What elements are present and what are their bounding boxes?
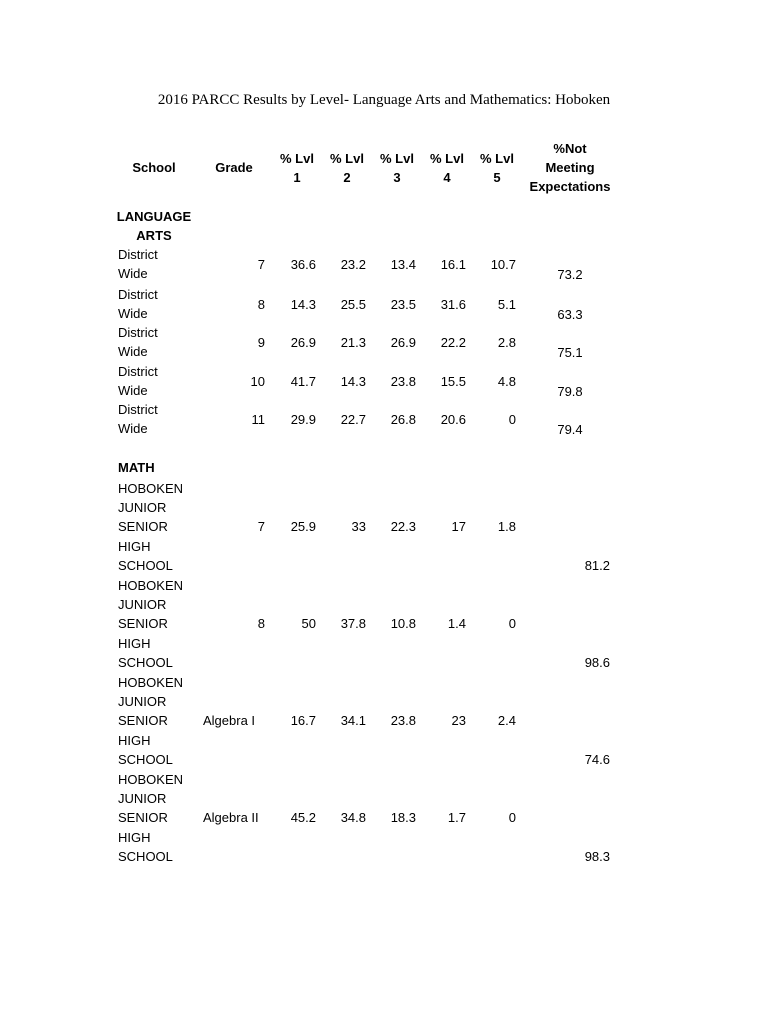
lvl5-cell: 0 [508, 616, 516, 631]
page-title: 2016 PARCC Results by Level- Language Arts and Mathematics: Hoboken [157, 92, 611, 108]
lvl2-cell: 37.8 [340, 616, 366, 631]
lvl1-cell: 36.6 [290, 257, 316, 272]
lvl1-cell: 14.3 [290, 297, 316, 312]
school-name-line: District [118, 247, 158, 262]
lvl2-cell: 23.2 [340, 257, 366, 272]
header-lvl2-line1: % Lvl [330, 151, 364, 166]
lvl1-cell: 25.9 [290, 519, 316, 534]
school-name-line: HIGH [118, 538, 151, 554]
school-name-line: SCHOOL [118, 751, 173, 767]
lvl5-cell: 4.8 [497, 374, 516, 389]
not-meeting-cell: 63.3 [557, 307, 583, 322]
header-not-meeting-line1: %Not [553, 141, 587, 156]
school-name-line: Wide [118, 344, 148, 359]
not-meeting-cell: 98.6 [584, 655, 610, 670]
school-name-line: SENIOR [118, 616, 168, 632]
header-lvl1-line2: 1 [293, 170, 301, 185]
header-lvl4-line1: % Lvl [430, 151, 464, 166]
lvl5-cell: 10.7 [490, 257, 516, 272]
lvl4-cell: 31.6 [440, 297, 466, 312]
lvl3-cell: 26.8 [390, 412, 416, 427]
school-name-line: HIGH [118, 732, 151, 748]
not-meeting-cell: 79.8 [557, 384, 583, 399]
school-name-line: District [118, 402, 158, 417]
lvl3-cell: 22.3 [390, 519, 416, 534]
lvl2-cell: 21.3 [340, 335, 366, 350]
lvl4-cell: 16.1 [440, 257, 466, 272]
lvl1-cell: 50 [301, 616, 316, 631]
header-lvl4-line2: 4 [443, 170, 451, 185]
school-name-line: SENIOR [118, 713, 168, 729]
not-meeting-cell: 75.1 [557, 345, 583, 360]
lvl5-cell: 0 [508, 810, 516, 825]
section-language-arts-line1: LANGUAGE [116, 209, 192, 224]
not-meeting-cell: 74.6 [584, 752, 610, 767]
lvl5-cell: 5.1 [497, 297, 516, 312]
grade-cell: Algebra II [203, 810, 259, 825]
school-name-line: SENIOR [118, 810, 168, 826]
lvl3-cell: 10.8 [390, 616, 416, 631]
school-name-line: HOBOKEN [118, 772, 184, 787]
not-meeting-cell: 73.2 [557, 267, 583, 282]
school-name-line: District [118, 364, 158, 379]
lvl2-cell: 34.1 [340, 713, 366, 728]
lvl5-cell: 2.8 [497, 335, 516, 350]
school-name-line: District [118, 287, 158, 302]
school-name-line: Wide [118, 306, 148, 321]
lvl3-cell: 23.8 [390, 713, 416, 728]
header-lvl3-line2: 3 [393, 170, 401, 185]
lvl4-cell: 1.7 [447, 810, 466, 825]
lvl2-cell: 34.8 [340, 810, 366, 825]
grade-cell: 8 [257, 297, 265, 312]
lvl2-cell: 33 [351, 519, 366, 534]
not-meeting-cell: 98.3 [584, 849, 610, 864]
lvl2-cell: 14.3 [340, 374, 366, 389]
lvl4-cell: 17 [451, 519, 466, 534]
lvl2-cell: 25.5 [340, 297, 366, 312]
school-name-line: SCHOOL [118, 557, 173, 573]
school-name-line: SENIOR [118, 519, 168, 535]
header-lvl2-line2: 2 [343, 170, 351, 185]
school-name-line: JUNIOR [118, 791, 167, 807]
header-not-meeting-line3: Expectations [529, 179, 611, 194]
school-name-line: Wide [118, 383, 148, 398]
lvl5-cell: 2.4 [497, 713, 516, 728]
school-name-line: JUNIOR [118, 694, 167, 710]
lvl5-cell: 1.8 [497, 519, 516, 534]
header-lvl3-line1: % Lvl [380, 151, 414, 166]
lvl2-cell: 22.7 [340, 412, 366, 427]
not-meeting-cell: 81.2 [584, 558, 610, 573]
section-math: MATH [118, 460, 155, 475]
school-name-line: HIGH [118, 829, 151, 845]
grade-cell: 10 [250, 374, 265, 389]
lvl3-cell: 26.9 [390, 335, 416, 350]
not-meeting-cell: 79.4 [557, 422, 583, 437]
lvl5-cell: 0 [508, 412, 516, 427]
lvl3-cell: 13.4 [390, 257, 416, 272]
header-not-meeting-line2: Meeting [545, 160, 595, 175]
school-name-line: HOBOKEN [118, 578, 184, 593]
lvl1-cell: 29.9 [290, 412, 316, 427]
lvl3-cell: 23.5 [390, 297, 416, 312]
grade-cell: 8 [257, 616, 265, 631]
school-name-line: HIGH [118, 635, 151, 651]
school-name-line: JUNIOR [118, 597, 167, 613]
lvl4-cell: 23 [451, 713, 466, 728]
lvl4-cell: 20.6 [440, 412, 466, 427]
lvl4-cell: 1.4 [447, 616, 466, 631]
school-name-line: Wide [118, 421, 148, 436]
lvl3-cell: 23.8 [390, 374, 416, 389]
school-name-line: JUNIOR [118, 500, 167, 516]
school-name-line: District [118, 325, 158, 340]
lvl4-cell: 22.2 [440, 335, 466, 350]
header-school: School [132, 160, 176, 175]
header-grade: Grade [215, 160, 253, 175]
grade-cell: 11 [251, 412, 265, 427]
header-lvl1-line1: % Lvl [280, 151, 314, 166]
lvl3-cell: 18.3 [390, 810, 416, 825]
section-language-arts-line2: ARTS [136, 228, 172, 243]
grade-cell: 9 [257, 335, 265, 350]
school-name-line: HOBOKEN [118, 675, 184, 690]
lvl1-cell: 45.2 [290, 810, 316, 825]
grade-cell: Algebra I [203, 713, 256, 728]
school-name-line: HOBOKEN [118, 481, 184, 496]
lvl1-cell: 41.7 [290, 374, 316, 389]
header-lvl5-line2: 5 [493, 170, 501, 185]
lvl1-cell: 26.9 [290, 335, 316, 350]
header-lvl5-line1: % Lvl [480, 151, 514, 166]
school-name-line: SCHOOL [118, 654, 173, 670]
grade-cell: 7 [257, 519, 265, 534]
lvl4-cell: 15.5 [440, 374, 466, 389]
grade-cell: 7 [257, 257, 265, 272]
school-name-line: Wide [118, 266, 148, 281]
school-name-line: SCHOOL [118, 848, 173, 864]
lvl1-cell: 16.7 [290, 713, 316, 728]
